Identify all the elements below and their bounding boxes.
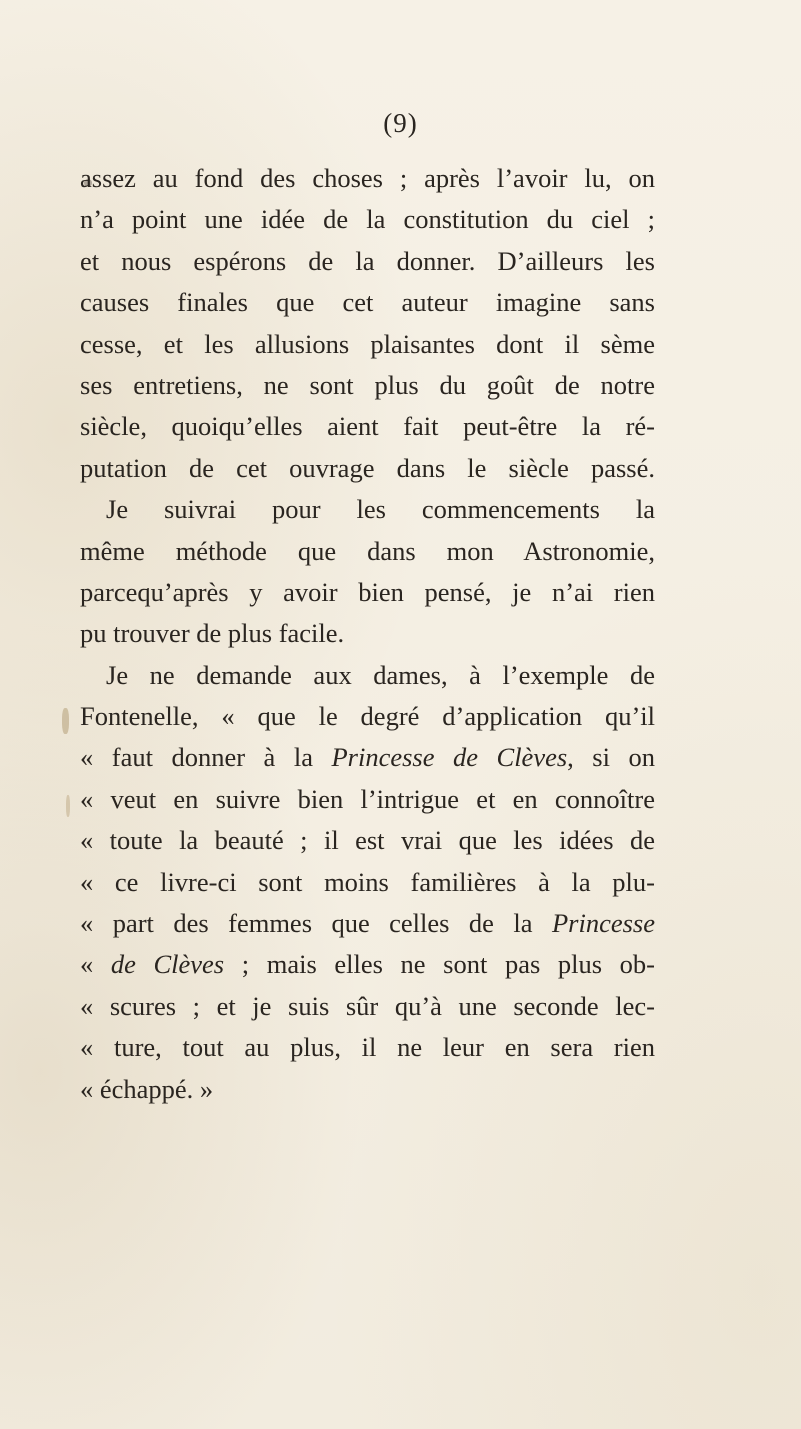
text-line: assez au fond des choses ; après l’avoir lu, on [80,163,655,193]
book-title: Princesse de Clèves [331,742,568,773]
text-line: Je ne demande aux dames, à l’exemple de [106,659,655,690]
text-line: pu trouver de plus facile. [80,618,345,649]
text-line: « scures ; et je suis sûr qu’à une seconde lec- [80,990,655,1021]
text-line: ses entretiens, ne sont plus du goût de notre [80,369,655,400]
text-line: parcequ’après y avoir bien pensé, je n’ai rien [80,576,655,607]
text-line: n’a point une idée de la constitution du ciel ; [80,204,655,235]
text-line: cesse, et les allusions plaisantes dont il sème [80,328,655,359]
text-line: Je suivrai pour les commencements la [106,494,655,525]
text-line: putation de cet ouvrage dans le siècle passé. [80,452,655,483]
text-line: siècle, quoiqu’elles aient fait peut-être la ré- [80,411,655,442]
book-title: de Clèves [110,949,225,980]
text-line: « de Clèves ; mais elles ne sont pas plus ob- [80,949,655,980]
text-line: « veut en suivre bien l’intrigue et en connoître [80,783,655,814]
body-text [80,158,655,1110]
text-line: « faut donner à la Princesse de Clèves, si on [80,742,655,773]
text-line: « toute la beauté ; il est vrai que les idées de [80,825,655,856]
text-line: « part des femmes que celles de la Princesse [80,908,655,939]
text-line: « ture, tout au plus, il ne leur en sera rien [80,1032,655,1063]
ink-stain [62,708,69,734]
text-line: causes finales que cet auteur imagine sans [80,287,655,318]
text-line: et nous espérons de la donner. D’ailleurs les [80,245,655,276]
text-line: Fontenelle, « que le degré d’application qu’il [80,701,655,732]
ink-stain [66,795,70,817]
text-line: même méthode que dans mon Astronomie, [80,535,655,566]
page-number: (9) [383,108,418,138]
text-line: « ce livre-ci sont moins familières à la plu- [80,866,655,897]
text-line: « échappé. » [80,1073,214,1104]
book-title: Princesse [551,908,655,939]
